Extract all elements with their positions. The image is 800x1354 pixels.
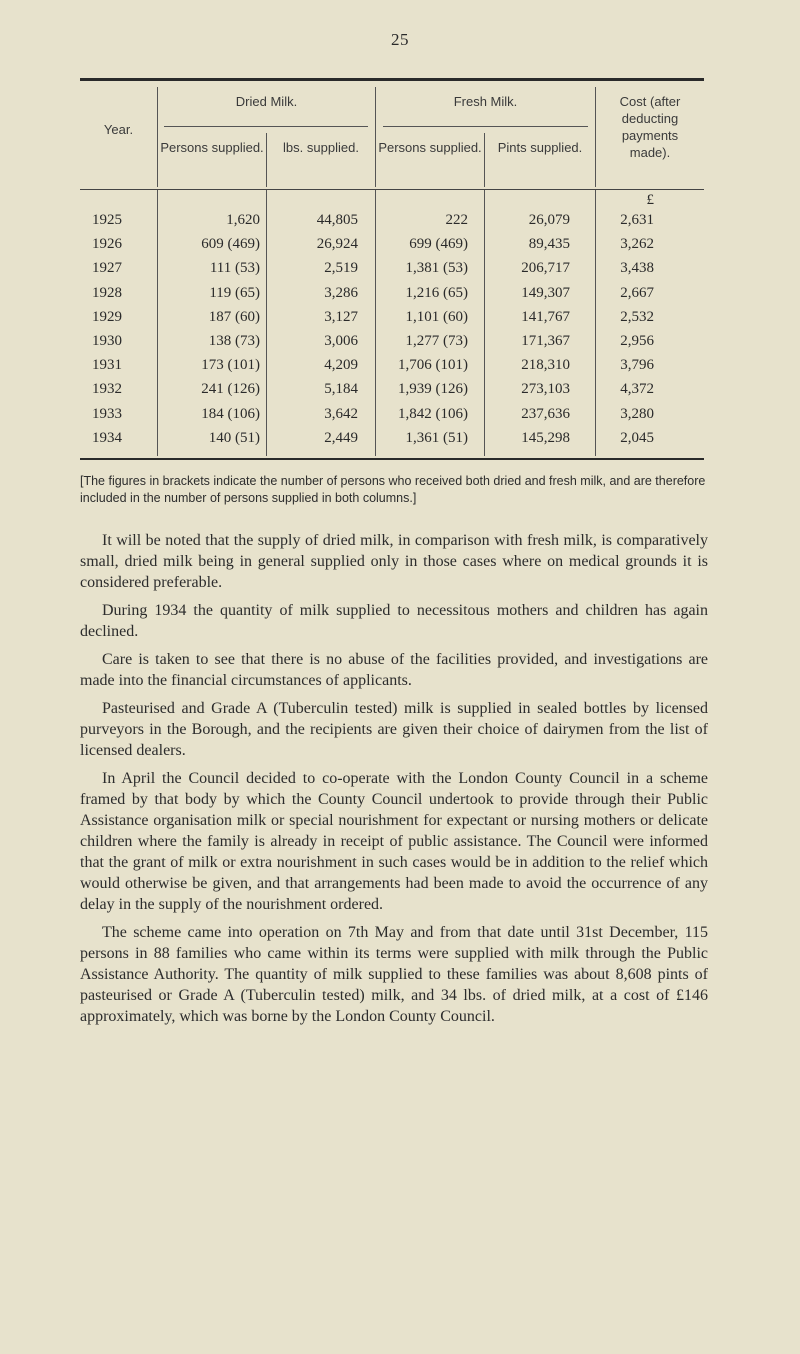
cell-year: 1925 — [92, 212, 122, 228]
page-number: 25 — [391, 30, 409, 49]
cell-fresh-pints: 273,103 — [521, 381, 570, 398]
milk-supply-table — [80, 78, 704, 460]
table-bottom-rule — [80, 458, 704, 460]
cell-dried-persons: 187 (60) — [208, 308, 260, 325]
cell-cost: 2,631 — [620, 212, 654, 228]
cell-dried-persons: 138 (73) — [208, 333, 260, 349]
cell-fresh-persons: 1,101 (60) — [405, 308, 468, 325]
cell-fresh-persons: 1,216 (65) — [405, 284, 468, 301]
cell-fresh-persons: 1,939 (126) — [398, 381, 468, 398]
cell-dried-lbs: 3,642 — [324, 405, 358, 422]
cell-year: 1926 — [92, 236, 122, 253]
cell-cost: 2,045 — [620, 429, 654, 446]
cell-dried-lbs: 3,006 — [324, 333, 358, 349]
cell-fresh-pints: 237,636 — [521, 405, 570, 422]
cell-dried-lbs: 4,209 — [324, 357, 358, 374]
table-row — [80, 260, 704, 280]
cell-dried-persons: 1,620 — [226, 212, 260, 228]
cell-fresh-pints: 206,717 — [521, 260, 570, 277]
cell-fresh-pints: 149,307 — [521, 284, 570, 301]
cell-fresh-pints: 26,079 — [528, 212, 570, 228]
cell-fresh-pints: 141,767 — [521, 308, 570, 325]
divider — [595, 87, 596, 187]
cell-dried-lbs: 2,449 — [324, 429, 358, 446]
group-rule — [164, 126, 368, 127]
cell-year: 1931 — [92, 357, 122, 374]
cell-dried-persons: 173 (101) — [201, 357, 260, 374]
cell-fresh-persons: 1,706 (101) — [398, 357, 468, 374]
cell-dried-lbs: 44,805 — [316, 212, 358, 228]
cell-year: 1933 — [92, 405, 122, 422]
table-footnote: [The figures in brackets indicate the number of persons who received both dried and fresh milk, and are therefore included in the number of persons supplied in both columns.] — [80, 474, 706, 505]
header-dried-milk: Dried Milk. — [235, 94, 298, 109]
table-row — [80, 430, 704, 450]
cell-dried-lbs: 3,286 — [324, 284, 358, 301]
header-fresh-pints: Pints supplied. — [497, 140, 583, 155]
table-row — [80, 381, 704, 401]
body-text — [80, 530, 708, 1034]
cell-fresh-persons: 222 — [445, 212, 468, 228]
table-row — [80, 333, 704, 353]
header-fresh-persons: Persons supplied. — [378, 140, 482, 155]
cell-year: 1930 — [92, 333, 122, 349]
cell-dried-lbs: 3,127 — [324, 308, 358, 325]
table-row — [80, 357, 704, 377]
cell-cost: 2,667 — [620, 284, 654, 301]
cell-year: 1934 — [92, 429, 122, 446]
cell-cost: 3,438 — [620, 260, 654, 277]
cell-dried-persons: 119 (65) — [209, 284, 260, 301]
table-header — [80, 81, 704, 189]
header-year: Year. — [103, 122, 134, 137]
header-fresh-milk: Fresh Milk. — [453, 94, 518, 109]
cell-cost: 3,280 — [620, 405, 654, 422]
cell-fresh-persons: 1,842 (106) — [398, 405, 468, 422]
header-cost: Cost (after deducting payments made). — [619, 94, 681, 160]
cell-cost: 2,956 — [620, 333, 654, 349]
paragraph: During 1934 the quantity of milk supplied to necessitous mothers and children has again declined. — [80, 602, 708, 640]
table-row — [80, 236, 704, 256]
cell-fresh-pints: 171,367 — [521, 333, 570, 349]
cell-cost: 3,796 — [620, 357, 654, 374]
cell-year: 1927 — [92, 260, 122, 277]
cell-dried-lbs: 5,184 — [324, 381, 358, 398]
paragraph: Pasteurised and Grade A (Tuberculin tested) milk is supplied in sealed bottles by licensed purveyors in the Borough, and the recipients are given their choice of dairymen from the list of licensed dealers. — [80, 700, 708, 759]
paragraph: Care is taken to see that there is no abuse of the facilities provided, and investigations are made into the financial circumstances of applicants. — [80, 651, 708, 689]
header-dried-persons: Persons supplied. — [160, 140, 264, 155]
table-row — [80, 212, 704, 232]
table-row — [80, 285, 704, 305]
cell-fresh-pints: 89,435 — [528, 236, 570, 253]
cell-cost: 2,532 — [620, 308, 654, 325]
cell-year: 1929 — [92, 308, 122, 325]
cell-fresh-persons: 1,381 (53) — [405, 260, 468, 277]
cell-dried-lbs: 2,519 — [324, 260, 358, 277]
cell-dried-persons: 140 (51) — [208, 429, 260, 446]
cell-fresh-persons: 1,277 (73) — [405, 333, 468, 349]
currency-symbol: £ — [646, 192, 654, 208]
cell-dried-persons: 184 (106) — [201, 405, 260, 422]
cell-fresh-persons: 699 (469) — [409, 236, 468, 253]
paragraph: The scheme came into operation on 7th May and from that date until 31st December, 115 persons in 88 families who came within its terms were supplied with milk through the Public Assistance Authority. The quantity of milk supplied to these families was about 8,608 pints of pasteurised or Grade A (Tuberculin tested) milk, and 34 lbs. of dried milk, at a cost of £146 approximately, which was borne by the London County Council. — [80, 924, 708, 1025]
cell-dried-persons: 111 (53) — [209, 260, 260, 277]
cell-cost: 3,262 — [620, 236, 654, 253]
cell-fresh-pints: 218,310 — [521, 357, 570, 374]
table-row — [80, 406, 704, 426]
cell-fresh-persons: 1,361 (51) — [405, 429, 468, 446]
table-body — [80, 190, 704, 458]
paragraph: It will be noted that the supply of dried milk, in comparison with fresh milk, is comparatively small, dried milk being in general supplied only in those cases where on medical grounds it is considered preferable. — [80, 532, 708, 591]
cell-dried-persons: 609 (469) — [201, 236, 260, 253]
table-row — [80, 309, 704, 329]
group-rule — [383, 126, 588, 127]
cell-fresh-pints: 145,298 — [521, 429, 570, 446]
cell-dried-persons: 241 (126) — [201, 381, 260, 398]
header-dried-lbs: lbs. supplied. — [283, 140, 359, 155]
cell-year: 1928 — [92, 284, 122, 301]
cell-cost: 4,372 — [620, 381, 654, 398]
paragraph: In April the Council decided to co-operate with the London County Council in a scheme framed by that body by which the County Council undertook to provide through their Public Assistance organisation milk or special nourishment for expectant or nursing mothers or delicate children where the family is already in receipt of public assistance. The Council were informed that the grant of milk or extra nourishment in such cases would be in addition to the relief which would otherwise be given, and that arrangements had been made to avoid the occurrence of any delay in the supply of the nourishment ordered. — [80, 770, 708, 913]
cell-dried-lbs: 26,924 — [316, 236, 358, 253]
cell-year: 1932 — [92, 381, 122, 398]
currency-row — [80, 192, 704, 212]
